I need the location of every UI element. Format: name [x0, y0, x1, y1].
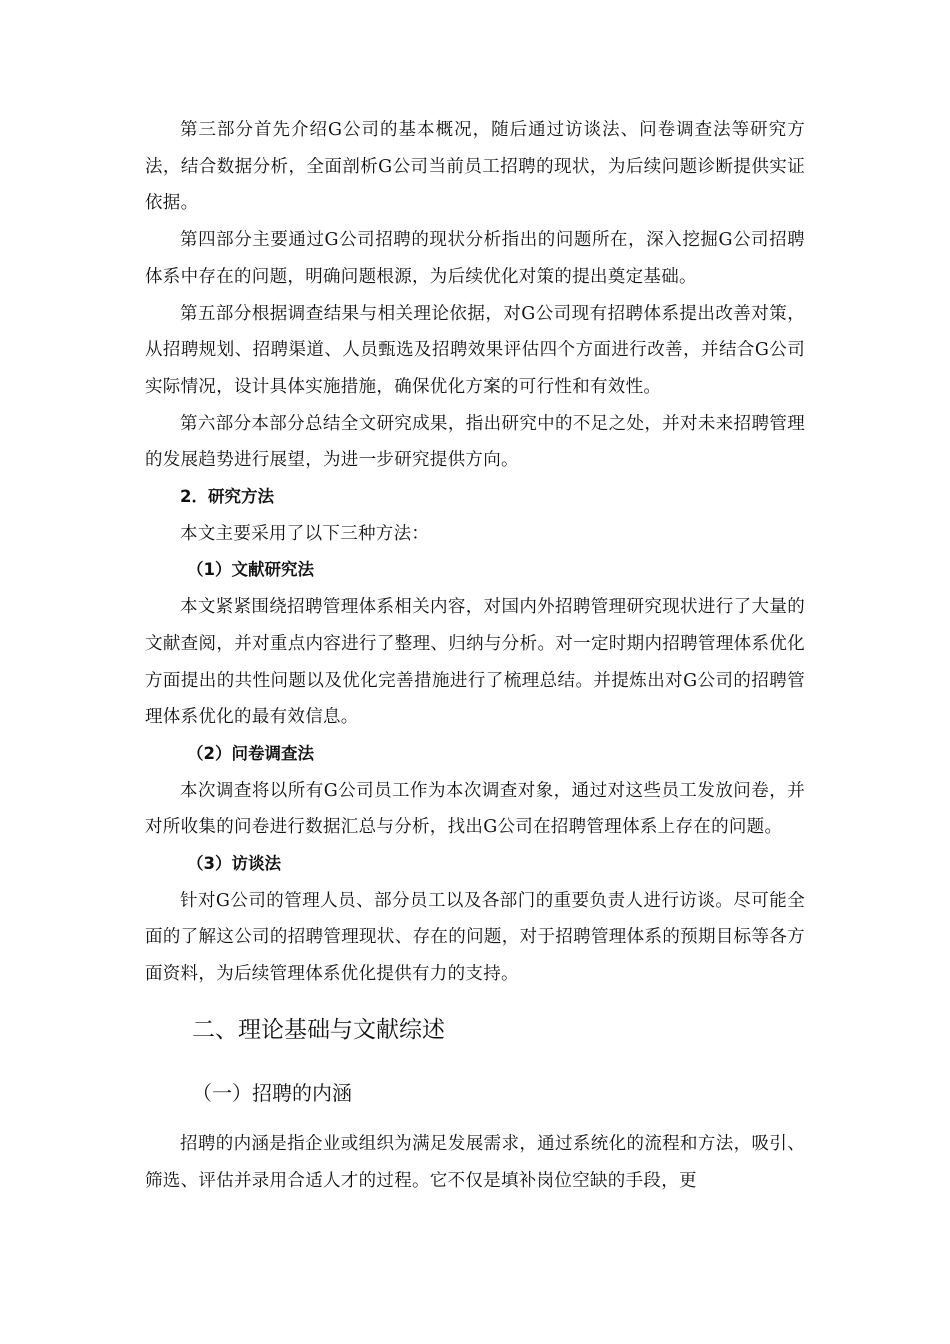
paragraph-interview-method: 针对G公司的管理人员、部分员工以及各部门的重要负责人进行访谈。尽可能全面的了解这公司的招聘管理现状、存在的问题，对于招聘管理体系的预期目标等各方面资料，为后续管理体系优化提供有力的支持。	[145, 890, 805, 985]
paragraph-recruitment-connotation: 招聘的内涵是指企业或组织为满足发展需求，通过系统化的流程和方法，吸引、筛选、评估并录用合适人才的过程。它不仅是填补岗位空缺的手段，更	[145, 1133, 805, 1191]
document-body	[145, 112, 805, 1199]
heading-research-methods: 2．研究方法	[180, 487, 274, 507]
paragraph-part5: 第五部分根据调查结果与相关理论依据，对G公司现有招聘体系提出改善对策，从招聘规划、招聘渠道、人员甄选及招聘效果评估四个方面进行改善，并结合G公司实际情况，设计具体实施措施，确保优化方案的可行性和有效性。	[145, 303, 805, 397]
paragraph-literature-method: 本文紧紧围绕招聘管理体系相关内容，对国内外招聘管理研究现状进行了大量的文献查阅，并对重点内容进行了整理、归纳与分析。对一定时期内招聘管理体系优化方面提出的共性问题以及优化完善措施进行了梳理总结。并提炼出对G公司的招聘管理体系优化的最有效信息。	[145, 597, 805, 728]
heading-survey-method: （2）问卷调查法	[187, 743, 314, 763]
paragraph-part3: 第三部分首先介绍G公司的基本概况，随后通过访谈法、问卷调查法等研究方法，结合数据分析，全面剖析G公司当前员工招聘的现状，为后续问题诊断提供实证依据。	[145, 120, 805, 214]
paragraph-part6: 第六部分本部分总结全文研究成果，指出研究中的不足之处，并对未来招聘管理的发展趋势进行展望，为进一步研究提供方向。	[145, 413, 805, 471]
paragraph-part4: 第四部分主要通过G公司招聘的现状分析指出的问题所在，深入挖掘G公司招聘体系中存在的问题，明确问题根源，为后续优化对策的提出奠定基础。	[145, 230, 805, 287]
paragraph-survey-method: 本次调查将以所有G公司员工作为本次调查对象，通过对这些员工发放问卷，并对所收集的问卷进行数据汇总与分析，找出G公司在招聘管理体系上存在的问题。	[145, 780, 805, 838]
heading-literature-method: （1）文献研究法	[187, 560, 314, 580]
heading-interview-method: （3）访谈法	[187, 854, 281, 874]
chapter-title: 二、理论基础与文献综述	[192, 1016, 445, 1043]
paragraph-methods-intro: 本文主要采用了以下三种方法：	[180, 523, 430, 544]
section-title: （一）招聘的内涵	[192, 1080, 352, 1105]
